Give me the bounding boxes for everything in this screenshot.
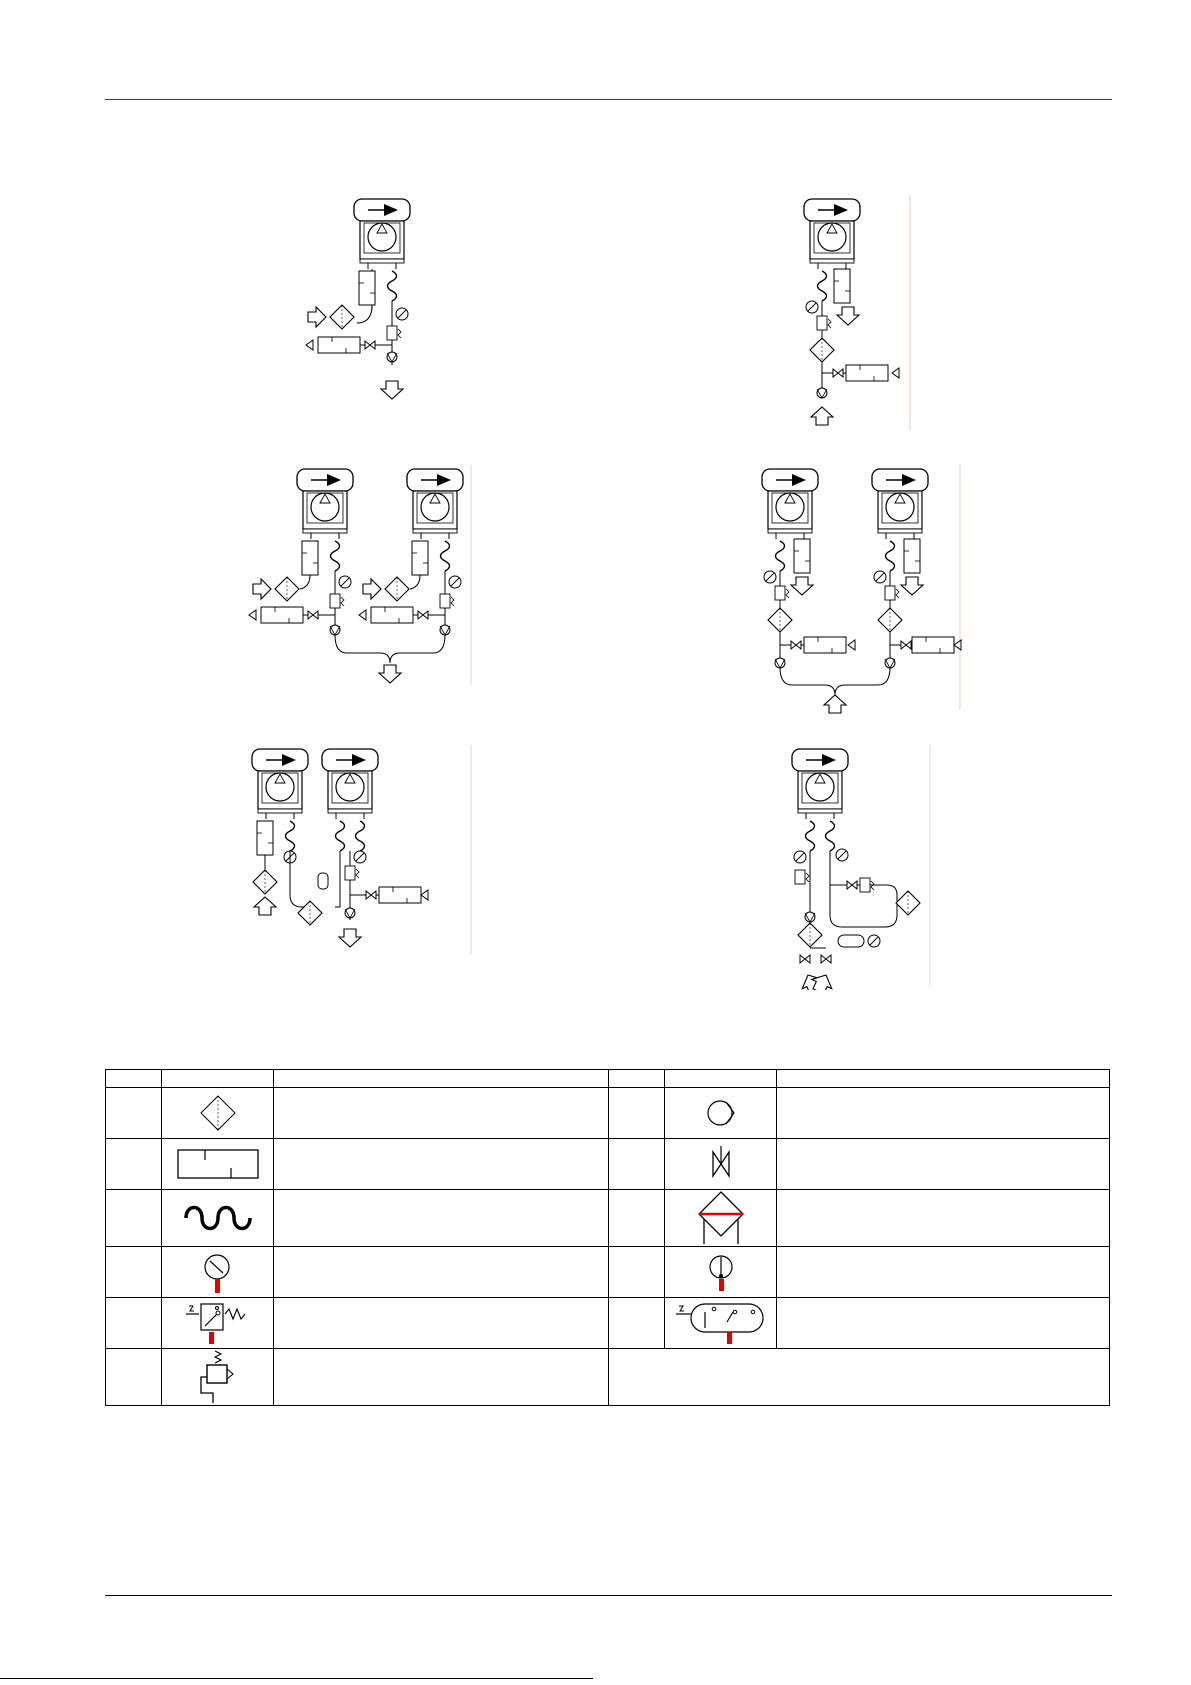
cooler-icon <box>261 607 303 623</box>
inlet-arrow-icon <box>254 897 276 915</box>
legend-description <box>777 1247 1110 1298</box>
outlet-arrow-icon <box>306 340 313 350</box>
pressure-switch-icon <box>387 326 401 340</box>
legend-row <box>106 1298 1110 1349</box>
outlet-arrow-icon <box>379 665 401 683</box>
pressure-switch-icon <box>345 866 359 880</box>
inlet-arrow-icon <box>363 579 381 599</box>
flexible-hose-icon <box>826 821 835 851</box>
pressure-switch-icon <box>795 870 809 884</box>
legend-description <box>777 1298 1110 1349</box>
legend-header-cell <box>609 1070 665 1088</box>
inlet-arrow-icon <box>253 579 271 599</box>
flexible-hose-icon <box>776 541 785 571</box>
legend-number <box>106 1349 162 1406</box>
air-filter-icon <box>275 577 299 601</box>
check-valve-icon <box>330 625 340 635</box>
pressure-switch-icon <box>330 594 344 608</box>
legend-row <box>106 1088 1110 1139</box>
right-branch <box>872 469 961 668</box>
check-valve-icon <box>696 1093 746 1133</box>
air-filter-icon <box>385 577 409 601</box>
shutoff-valve-icon <box>821 955 831 963</box>
shutoff-valve-icon <box>847 881 857 889</box>
legend-description <box>274 1190 609 1247</box>
pressure-gauge-icon <box>794 851 806 863</box>
system-diagram-single-inlet-up <box>780 195 920 435</box>
flexible-hose-icon <box>286 821 295 851</box>
legend-number <box>609 1139 665 1190</box>
heat-exchanger-icon <box>904 539 920 573</box>
flexible-hose-icon <box>818 271 827 301</box>
system-diagram-dual-outlet-down <box>245 465 475 690</box>
shutoff-valve-icon <box>365 341 375 349</box>
legend-empty-cell <box>609 1349 1110 1406</box>
legend-row <box>106 1139 1110 1190</box>
inlet-arrow-icon <box>892 368 899 378</box>
header-rule <box>105 99 1112 100</box>
cooler-icon <box>318 337 360 353</box>
pressure-gauge-icon <box>339 576 351 588</box>
legend-number <box>106 1139 162 1190</box>
motor-unit-icon <box>872 469 928 539</box>
heat-exchanger-icon <box>257 821 273 855</box>
legend-description <box>274 1247 609 1298</box>
pressure-gauge-icon <box>396 308 408 320</box>
legend-number <box>106 1190 162 1247</box>
check-valve-icon <box>440 625 450 635</box>
pressure-switch-icon <box>885 586 899 600</box>
inlet-arrow-icon <box>848 640 855 650</box>
flexible-hose-icon <box>388 271 397 301</box>
pressure-switch-icon <box>775 586 789 600</box>
pressure-gauge-icon <box>836 849 848 861</box>
motor-unit-icon <box>804 199 860 269</box>
legend-header-cell <box>777 1070 1110 1088</box>
system-diagram-dual-inlet-up <box>740 465 965 715</box>
outlet-arrow-icon <box>837 307 859 325</box>
level-switch-icon <box>673 1300 769 1346</box>
cooler-icon <box>846 365 888 381</box>
legend-number <box>609 1247 665 1298</box>
legend-row <box>106 1247 1110 1298</box>
check-valve-icon <box>805 912 815 922</box>
legend-number <box>609 1298 665 1349</box>
heat-exchanger-icon <box>412 541 428 575</box>
shutoff-valve-icon <box>833 369 843 377</box>
flexible-hose-icon <box>806 821 815 851</box>
thermometer-icon <box>868 935 880 947</box>
filter-with-drain-icon <box>896 891 920 915</box>
legend-description <box>274 1349 609 1406</box>
right-branch <box>359 469 463 635</box>
shutoff-valve-icon <box>791 641 801 649</box>
relief-valve-icon <box>193 1349 243 1405</box>
legend-description <box>777 1139 1110 1190</box>
cooler-icon <box>804 637 846 653</box>
system-diagram-cross-connected <box>245 745 475 960</box>
air-filter-icon <box>768 608 792 632</box>
legend-header-cell <box>106 1070 162 1088</box>
flexible-hose-icon <box>441 541 450 571</box>
filter-with-drain-icon <box>298 901 322 925</box>
outlet-arrow-icon <box>249 610 256 620</box>
legend-description <box>777 1088 1110 1139</box>
cooler-icon <box>379 887 421 903</box>
pressure-gauge-icon <box>354 851 366 863</box>
air-filter-icon <box>330 305 354 329</box>
heat-exchanger-icon <box>794 539 810 573</box>
check-valve-icon <box>345 908 355 918</box>
inlet-arrow-icon <box>308 307 326 327</box>
legend-number <box>106 1088 162 1139</box>
air-filter-icon <box>798 923 822 947</box>
flexible-hose-icon <box>886 541 895 571</box>
thermometer-icon <box>696 1249 746 1295</box>
legend-row <box>106 1349 1110 1406</box>
pressure-gauge-icon <box>764 571 776 583</box>
shutoff-valve-icon <box>366 891 376 899</box>
shutoff-valve-icon <box>901 641 911 649</box>
pressure-switch-icon <box>183 1300 253 1346</box>
shutoff-valve-icon <box>800 955 810 963</box>
filter-diamond-icon <box>193 1093 243 1133</box>
legend-number <box>106 1298 162 1349</box>
left-branch <box>762 469 855 668</box>
legend-number <box>609 1190 665 1247</box>
shutoff-valve-icon <box>308 611 318 619</box>
cooler-icon <box>912 637 954 653</box>
inlet-arrow-icon <box>811 407 833 425</box>
outlet-arrow-icon <box>421 890 428 900</box>
motor-unit-icon <box>354 199 410 269</box>
heat-exchanger-icon <box>359 271 375 305</box>
legend-description <box>777 1190 1110 1247</box>
outlet-arrow-icon <box>381 381 403 399</box>
outlet-arrow-icon <box>359 610 366 620</box>
flexible-hose-icon <box>178 1198 258 1238</box>
motor-unit-icon <box>792 749 848 819</box>
heat-exchanger-icon <box>834 269 850 303</box>
inlet-arrow-icon <box>954 640 961 650</box>
legend-number <box>609 1088 665 1139</box>
air-filter-icon <box>878 608 902 632</box>
legend-header-row <box>106 1070 1110 1088</box>
outlet-arrow-icon <box>901 577 923 595</box>
legend-header-cell <box>665 1070 777 1088</box>
heat-exchanger-icon <box>302 541 318 575</box>
legend-description <box>274 1088 609 1139</box>
air-filter-icon <box>253 870 277 894</box>
system-diagram-loop-with-filter <box>760 745 935 990</box>
air-filter-icon <box>810 338 834 362</box>
motor-unit-icon <box>252 749 308 819</box>
pressure-gauge-icon <box>193 1249 243 1295</box>
check-valve-icon <box>775 658 785 668</box>
symbol-legend-table <box>105 1069 1110 1406</box>
level-switch-icon <box>838 935 864 947</box>
shutoff-valve-icon <box>696 1144 746 1184</box>
outlet-arrow-icon <box>339 929 361 947</box>
legend-row <box>106 1190 1110 1247</box>
legend-header-cell <box>162 1070 274 1088</box>
motor-unit-icon <box>407 469 463 539</box>
legend-description <box>274 1298 609 1349</box>
legend-number <box>106 1247 162 1298</box>
flexible-hose-icon <box>356 821 365 851</box>
check-valve-icon <box>885 658 895 668</box>
shutoff-valve-icon <box>418 611 428 619</box>
level-switch-icon <box>318 873 328 889</box>
motor-unit-icon <box>762 469 818 539</box>
filter-with-drain-icon <box>691 1190 751 1246</box>
pressure-switch-icon <box>440 594 454 608</box>
pressure-switch-icon <box>817 316 831 330</box>
outlet-arrow-icon <box>791 577 813 595</box>
inlet-arrow-icon <box>824 695 846 713</box>
motor-unit-icon <box>322 749 378 819</box>
legend-header-cell <box>274 1070 609 1088</box>
check-valve-icon <box>817 388 827 398</box>
flexible-hose-icon <box>331 541 340 571</box>
footer-rule <box>105 1595 1112 1596</box>
system-diagram-single-outlet-down <box>300 195 450 410</box>
heat-exchanger-box-icon <box>173 1144 263 1184</box>
motor-unit-icon <box>297 469 353 539</box>
pressure-gauge-icon <box>806 301 818 313</box>
footnote-rule <box>0 1678 593 1679</box>
cooler-icon <box>371 607 413 623</box>
pressure-gauge-icon <box>449 576 461 588</box>
check-valve-icon <box>387 352 397 362</box>
flexible-hose-icon <box>336 821 345 851</box>
pressure-gauge-icon <box>874 571 886 583</box>
legend-description <box>274 1139 609 1190</box>
left-branch <box>249 469 353 635</box>
